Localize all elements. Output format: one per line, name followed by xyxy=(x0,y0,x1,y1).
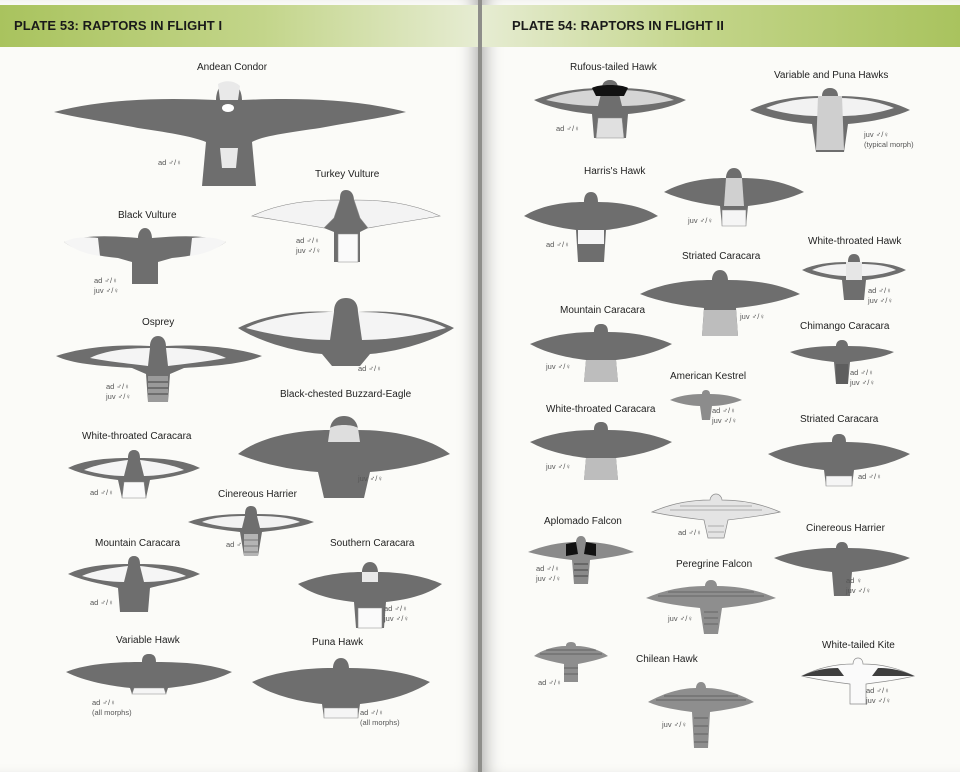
variable-puna-note-juv: juv ♂/♀ xyxy=(864,130,890,139)
striated-caracara-adult-note: ad ♂/♀ xyxy=(858,472,882,481)
plate-54-page xyxy=(482,0,960,772)
turkey-vulture-label: Turkey Vulture xyxy=(315,169,380,180)
southern-caracara-label: Southern Caracara xyxy=(330,538,415,549)
puna-hawk-label: Puna Hawk xyxy=(312,637,364,648)
harris-hawk-adult-note: ad ♂/♀ xyxy=(546,240,570,249)
southern-caracara-note-ad: ad ♂/♀ xyxy=(384,604,408,613)
black-vulture-note xyxy=(94,276,119,296)
variable-hawk-silhouette xyxy=(64,652,234,696)
chilean-hawk-label: Chilean Hawk xyxy=(636,654,698,665)
striated-caracara-label: Striated Caracara xyxy=(800,414,879,425)
black-vulture-silhouette xyxy=(62,226,228,286)
white-throated-caracara-juv-silhouette xyxy=(528,420,674,482)
american-kestrel-label: American Kestrel xyxy=(670,371,747,382)
white-tailed-kite-note-juv: juv ♂/♀ xyxy=(866,696,892,705)
variable-puna-note-morph: (typical morph) xyxy=(864,140,914,149)
mountain-caracara-juv-label: Mountain Caracara xyxy=(560,305,646,316)
variable-hawk-note-morphs: (all morphs) xyxy=(92,708,132,717)
osprey-note-ad: ad ♂/♀ xyxy=(106,382,130,391)
mountain-caracara-note: ad ♂/♀ xyxy=(90,598,114,607)
southern-caracara-note-juv: juv ♂/♀ xyxy=(384,614,410,623)
bcbe-label: Black-chested Buzzard-Eagle xyxy=(280,389,412,400)
white-throated-hawk-note-juv: juv ♂/♀ xyxy=(868,296,894,305)
aplomado-falcon-label: Aplomado Falcon xyxy=(544,516,622,527)
cinereous-harrier-b-silhouette xyxy=(772,540,912,598)
chilean-hawk-adult-note: ad ♂/♀ xyxy=(538,678,562,687)
osprey-silhouette xyxy=(54,334,264,404)
chimango-caracara-label: Chimango Caracara xyxy=(800,321,890,332)
white-throated-caracara-silhouette xyxy=(66,448,202,500)
american-kestrel-note-juv: juv ♂/♀ xyxy=(712,416,738,425)
harris-hawk-label: Harris's Hawk xyxy=(584,166,646,177)
peregrine-falcon-label: Peregrine Falcon xyxy=(676,559,753,570)
puna-hawk-note xyxy=(360,708,400,728)
mountain-caracara-juv-note: juv ♂/♀ xyxy=(546,362,572,371)
osprey-label: Osprey xyxy=(142,317,175,328)
bcbe-adult-silhouette xyxy=(236,296,456,368)
white-tailed-kite-note xyxy=(866,686,891,706)
variable-hawk-label: Variable Hawk xyxy=(116,635,180,646)
white-throated-caracara-note: ad ♂/♀ xyxy=(90,488,114,497)
american-kestrel-note xyxy=(712,406,737,426)
aplomado-falcon-note-ad: ad ♂/♀ xyxy=(536,564,560,573)
chimango-caracara-note-juv: juv ♂/♀ xyxy=(850,378,876,387)
american-kestrel-note-ad: ad ♂/♀ xyxy=(712,406,736,415)
chilean-hawk-juv-note: juv ♂/♀ xyxy=(662,720,688,729)
turkey-vulture-note-ad: ad ♂/♀ xyxy=(296,236,320,245)
cinereous-harrier-b-note-juv: juv ♂/♀ xyxy=(846,586,872,595)
chimango-caracara-note-ad: ad ♂/♀ xyxy=(850,368,874,377)
aplomado-falcon-adult-note: ad ♂/♀ xyxy=(678,528,702,537)
turkey-vulture-note xyxy=(296,236,321,256)
white-throated-caracara-label: White-throated Caracara xyxy=(82,431,192,442)
variable-hawk-note-ad: ad ♂/♀ xyxy=(92,698,116,707)
black-vulture-note-juv: juv ♂/♀ xyxy=(94,286,120,295)
white-throated-hawk-label: White-throated Hawk xyxy=(808,236,902,247)
plate-53-title: PLATE 53: RAPTORS IN FLIGHT I xyxy=(14,18,223,33)
cinereous-harrier-b-note-ad: ad ♀ xyxy=(846,576,863,585)
chimango-caracara-note xyxy=(850,368,875,388)
cinereous-harrier-b-note xyxy=(846,576,871,596)
variable-hawk-note xyxy=(92,698,132,718)
southern-caracara-silhouette xyxy=(296,560,444,630)
black-vulture-note-ad: ad ♂/♀ xyxy=(94,276,118,285)
plate-53-page xyxy=(0,0,478,772)
turkey-vulture-silhouette xyxy=(250,188,442,264)
variable-puna-label: Variable and Puna Hawks xyxy=(774,70,889,81)
harris-hawk-juv-note: juv ♂/♀ xyxy=(688,216,714,225)
peregrine-falcon-silhouette xyxy=(644,578,778,636)
osprey-note-juv: juv ♂/♀ xyxy=(106,392,132,401)
chilean-hawk-juv-silhouette xyxy=(646,680,756,750)
rufous-tailed-hawk-note: ad ♂/♀ xyxy=(556,124,580,133)
cinereous-harrier-label: Cinereous Harrier xyxy=(218,489,297,500)
plate-54-title: PLATE 54: RAPTORS IN FLIGHT II xyxy=(512,18,724,33)
puna-hawk-silhouette xyxy=(250,656,432,722)
aplomado-falcon-note xyxy=(536,564,561,584)
bcbe-juv-silhouette xyxy=(236,414,452,500)
rufous-tailed-hawk-label: Rufous-tailed Hawk xyxy=(570,62,657,73)
mountain-caracara-label: Mountain Caracara xyxy=(95,538,181,549)
striated-caracara-juv-note: juv ♂/♀ xyxy=(740,312,766,321)
cinereous-harrier-b-label: Cinereous Harrier xyxy=(806,523,885,534)
andean-condor-note: ad ♂/♀ xyxy=(158,158,182,167)
cinereous-harrier-silhouette xyxy=(186,504,316,558)
mountain-caracara-juv-silhouette xyxy=(528,322,674,384)
white-tailed-kite-label: White-tailed Kite xyxy=(822,640,895,651)
puna-hawk-note-ad: ad ♂/♀ xyxy=(360,708,384,717)
white-tailed-kite-note-ad: ad ♂/♀ xyxy=(866,686,890,695)
bcbe-juv-note: juv ♂/♀ xyxy=(358,474,384,483)
white-tailed-kite-silhouette xyxy=(800,656,916,706)
andean-condor-label: Andean Condor xyxy=(197,62,268,73)
osprey-note xyxy=(106,382,131,402)
chimango-caracara-silhouette xyxy=(788,338,896,386)
mountain-caracara-silhouette xyxy=(66,554,202,614)
variable-puna-note xyxy=(864,130,914,150)
striated-caracara-juv-label: Striated Caracara xyxy=(682,251,761,262)
bcbe-adult-note: ad ♂/♀ xyxy=(358,364,382,373)
white-throated-caracara-juv-note: juv ♂/♀ xyxy=(546,462,572,471)
cinereous-harrier-note: ad ♂ xyxy=(226,540,243,549)
aplomado-falcon-adult-silhouette xyxy=(650,492,782,540)
harris-hawk-adult-silhouette xyxy=(522,190,660,264)
puna-hawk-note-morphs: (all morphs) xyxy=(360,718,400,727)
white-throated-hawk-note xyxy=(868,286,893,306)
striated-caracara-adult-silhouette xyxy=(766,432,912,488)
turkey-vulture-note-juv: juv ♂/♀ xyxy=(296,246,322,255)
southern-caracara-note xyxy=(384,604,409,624)
white-throated-caracara-juv-label: White-throated Caracara xyxy=(546,404,656,415)
black-vulture-label: Black Vulture xyxy=(118,210,177,221)
white-throated-hawk-note-ad: ad ♂/♀ xyxy=(868,286,892,295)
peregrine-falcon-note: juv ♂/♀ xyxy=(668,614,694,623)
harris-hawk-juv-silhouette xyxy=(662,166,806,228)
aplomado-falcon-note-juv: juv ♂/♀ xyxy=(536,574,562,583)
